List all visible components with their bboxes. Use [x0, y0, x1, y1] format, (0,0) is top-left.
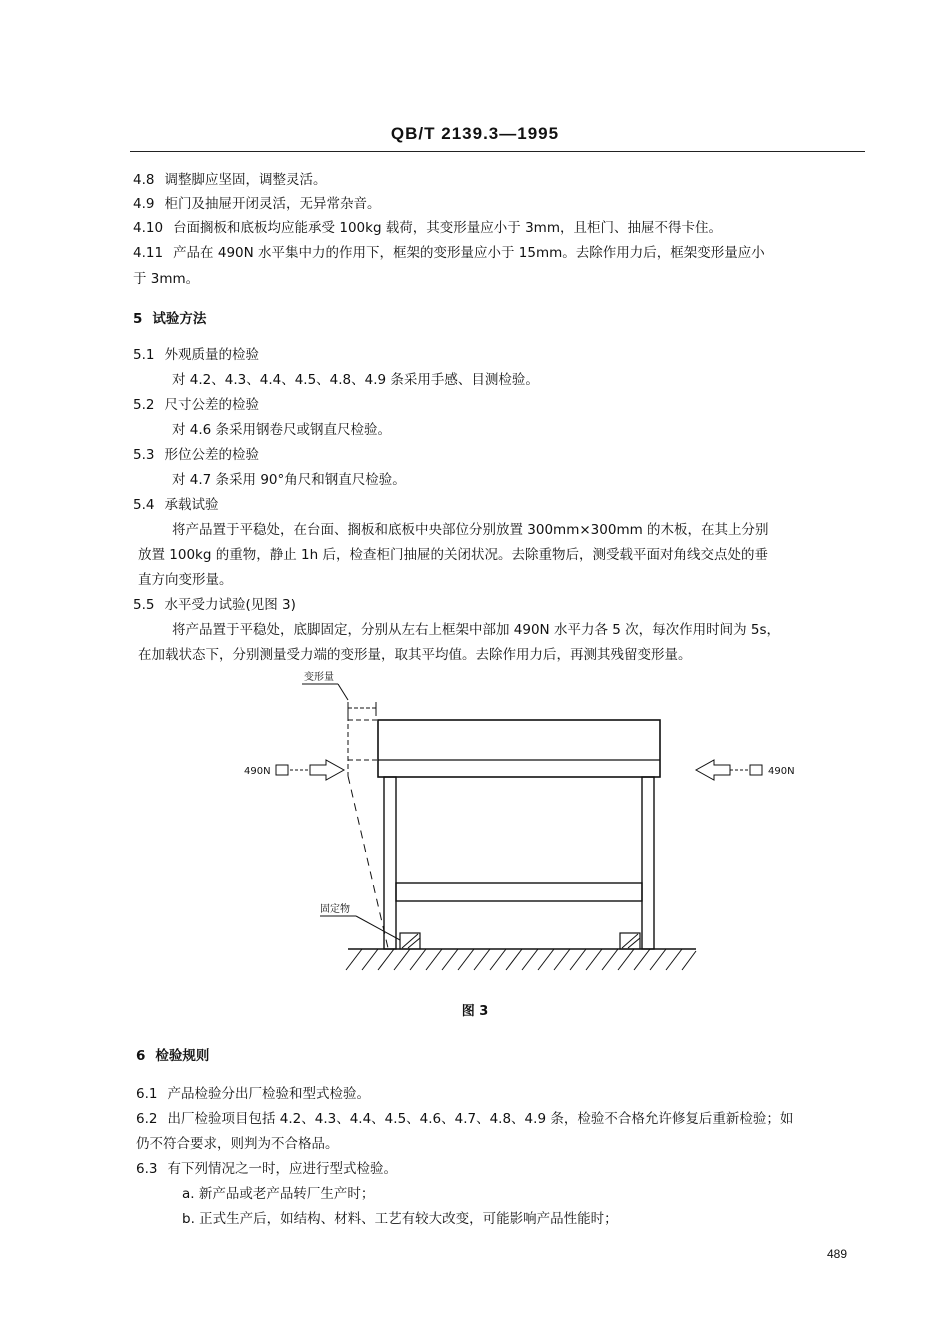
clause-number: 4.10	[133, 220, 164, 236]
clause-text: 调整脚应坚固，调整灵活。	[164, 172, 327, 188]
section-title: 试验方法	[152, 311, 207, 327]
fixture-right-hatch-2	[628, 938, 640, 948]
clause-number: 6.1	[136, 1086, 158, 1102]
clause-4-11	[133, 244, 765, 262]
clause-number: 5.4	[133, 497, 155, 513]
clause-text: 产品在 490N 水平集中力的作用下，框架的变形量应小于 15mm。去除作用力后，框架变形量应小	[173, 245, 765, 261]
clause-6-3-item-b: b. 正式生产后，如结构、材料、工艺有较大改变，可能影响产品性能时；	[182, 1211, 618, 1227]
clause-5-5-body-2: 在加载状态下，分别测量受力端的变形量，取其平均值。去除作用力后，再测其残留变形量。	[138, 647, 692, 663]
force-left-arrow-icon	[310, 760, 344, 780]
clause-4-8	[133, 171, 326, 189]
clause-number: 4.8	[133, 172, 155, 188]
clause-title: 形位公差的检验	[164, 447, 259, 463]
clause-6-3	[136, 1160, 397, 1178]
clause-5-1-body: 对 4.2、4.3、4.4、4.5、4.8、4.9 条采用手感、目测检验。	[172, 372, 539, 388]
clause-6-2	[136, 1110, 793, 1128]
clause-6-2-cont: 仍不符合要求，则判为不合格品。	[136, 1136, 339, 1152]
clause-number: 5.5	[133, 597, 155, 613]
clause-number: 4.9	[133, 196, 155, 212]
clause-4-10	[133, 219, 722, 237]
clause-4-11-cont: 于 3mm。	[133, 271, 200, 287]
clause-5-1	[133, 346, 259, 364]
clause-4-9	[133, 195, 380, 213]
clause-number: 6.3	[136, 1161, 158, 1177]
clause-number: 5.3	[133, 447, 155, 463]
section-5-heading	[133, 310, 206, 328]
clause-title: 尺寸公差的检验	[164, 397, 259, 413]
clause-6-1	[136, 1085, 370, 1103]
section-6-heading	[136, 1047, 209, 1065]
clause-text: 台面搁板和底板均应能承受 100kg 载荷，其变形量应小于 3mm，且柜门、抽屉不得卡住。	[173, 220, 722, 236]
clause-number: 6.2	[136, 1111, 158, 1127]
clause-text: 柜门及抽屉开闭灵活，无异常杂音。	[164, 196, 381, 212]
label-force-left: 490N	[244, 766, 271, 777]
clause-number: 5.1	[133, 347, 155, 363]
force-right-tail	[750, 765, 762, 775]
figure-caption: 图 3	[461, 1004, 489, 1019]
page-number: 489	[827, 1247, 848, 1261]
clause-6-3-item-a: a. 新产品或老产品转厂生产时；	[182, 1186, 375, 1202]
clause-5-3-body: 对 4.7 条采用 90°角尺和钢直尺检验。	[172, 472, 406, 488]
clause-number: 4.11	[133, 245, 164, 261]
deform-label-leader-2	[338, 684, 348, 700]
label-fixture: 固定物	[320, 904, 350, 915]
clause-title: 水平受力试验(见图 3)	[164, 597, 296, 613]
clause-5-4	[133, 496, 218, 514]
section-number: 6	[136, 1048, 146, 1064]
figure-3-diagram	[240, 668, 800, 988]
clause-number: 5.2	[133, 397, 155, 413]
clause-5-4-body-2: 放置 100kg 的重物，静止 1h 后，检查柜门抽屉的关闭状况。去除重物后，测受载平面对角线交点处的垂	[138, 547, 768, 563]
clause-text: 有下列情况之一时，应进行型式检验。	[167, 1161, 397, 1177]
fixture-left-hatch-2	[408, 938, 420, 948]
label-force-right: 490N	[768, 766, 795, 777]
table-top	[378, 720, 660, 777]
leg-left	[384, 777, 396, 949]
stretcher-bar	[396, 883, 642, 901]
clause-5-5	[133, 596, 296, 614]
fixture-label-leader-2	[356, 916, 400, 940]
header-rule	[130, 151, 865, 152]
leg-right	[642, 777, 654, 949]
force-right-arrow-icon	[696, 760, 730, 780]
section-title: 检验规则	[155, 1048, 210, 1064]
force-left-tail	[276, 765, 288, 775]
ground-hatching	[346, 949, 696, 970]
section-number: 5	[133, 311, 143, 327]
clause-text: 出厂检验项目包括 4.2、4.3、4.4、4.5、4.6、4.7、4.8、4.9 条，检验不合格允许修复后重新检验；如	[167, 1111, 794, 1127]
clause-5-4-body-3: 直方向变形量。	[138, 572, 233, 588]
clause-5-2-body: 对 4.6 条采用钢卷尺或钢直尺检验。	[172, 422, 392, 438]
clause-title: 外观质量的检验	[164, 347, 259, 363]
clause-title: 承载试验	[164, 497, 219, 513]
clause-5-2	[133, 396, 259, 414]
page-header: QB/T 2139.3—1995	[390, 124, 560, 143]
label-deformation: 变形量	[304, 672, 334, 683]
clause-5-5-body-1: 将产品置于平稳处，底脚固定，分别从左右上框架中部加 490N 水平力各 5 次，每次作用时间为 5s，	[172, 622, 781, 638]
clause-5-4-body-1: 将产品置于平稳处，在台面、搁板和底板中央部位分别放置 300mm×300mm 的木板，在其上分别	[172, 522, 769, 538]
clause-5-3	[133, 446, 259, 464]
clause-text: 产品检验分出厂检验和型式检验。	[167, 1086, 370, 1102]
